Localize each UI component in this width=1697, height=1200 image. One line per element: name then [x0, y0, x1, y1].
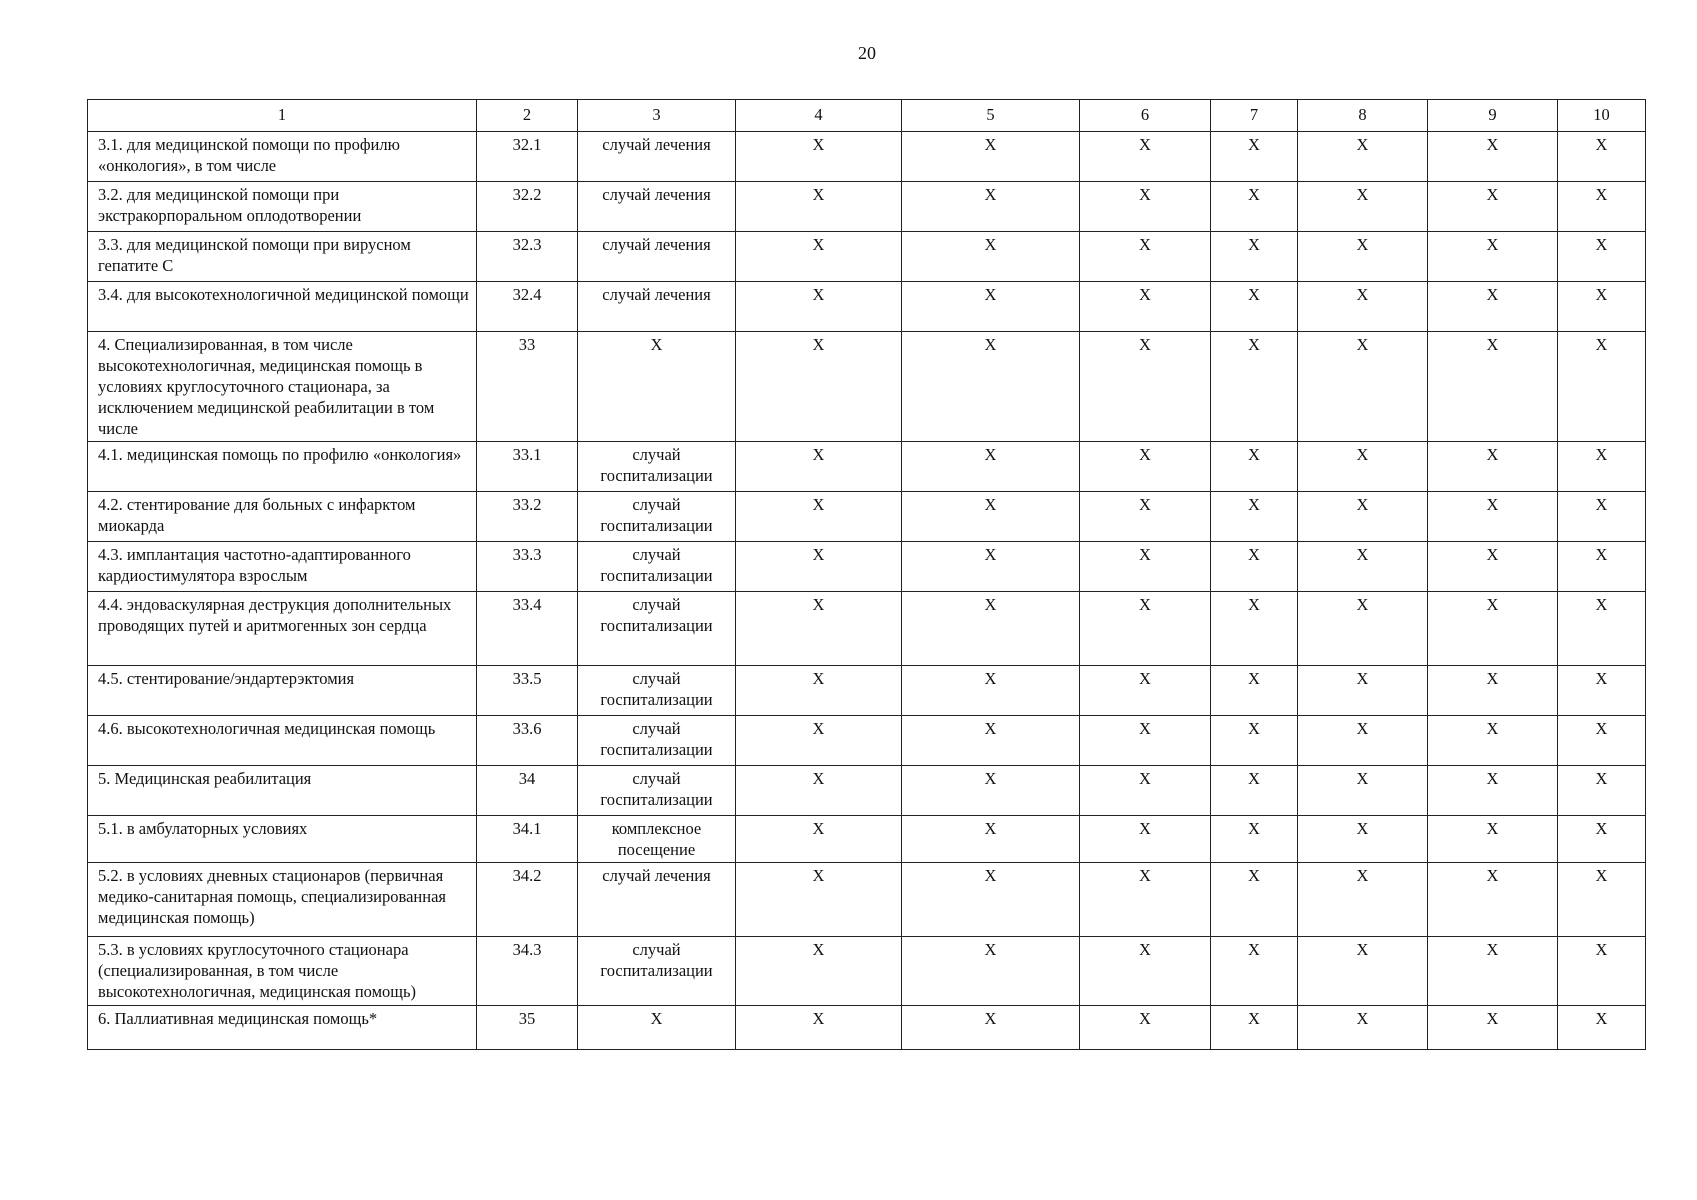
header-cell: 7 — [1211, 100, 1298, 132]
row-code-cell: 32.3 — [477, 232, 578, 282]
row-name-cell: 3.4. для высокотехнологичной медицинской помощи — [88, 282, 477, 332]
value-cell: X — [902, 332, 1080, 442]
value-cell: X — [736, 442, 902, 492]
table-row — [88, 716, 1646, 766]
value-cell: X — [1428, 592, 1558, 666]
value-cell: X — [1558, 132, 1646, 182]
value-cell: X — [1211, 716, 1298, 766]
value-cell: X — [902, 863, 1080, 937]
row-code-cell: 32.2 — [477, 182, 578, 232]
row-name-cell: 4.6. высокотехнологичная медицинская помощь — [88, 716, 477, 766]
value-cell: X — [1428, 937, 1558, 1006]
value-cell: X — [1428, 332, 1558, 442]
value-cell: X — [1428, 442, 1558, 492]
value-cell: X — [1211, 592, 1298, 666]
value-cell: X — [736, 716, 902, 766]
value-cell: X — [1558, 442, 1646, 492]
value-cell: X — [1211, 1006, 1298, 1050]
value-cell: X — [1211, 332, 1298, 442]
row-unit-cell: случай госпитализации — [578, 592, 736, 666]
value-cell: X — [1558, 182, 1646, 232]
value-cell: X — [902, 937, 1080, 1006]
value-cell: X — [1428, 282, 1558, 332]
row-unit-cell: случай госпитализации — [578, 766, 736, 816]
row-name-cell: 3.3. для медицинской помощи при вирусном гепатите С — [88, 232, 477, 282]
value-cell: X — [1298, 282, 1428, 332]
value-cell: X — [736, 592, 902, 666]
value-cell: X — [902, 232, 1080, 282]
value-cell: X — [1558, 232, 1646, 282]
value-cell: X — [902, 716, 1080, 766]
row-code-cell: 33.1 — [477, 442, 578, 492]
value-cell: X — [1211, 232, 1298, 282]
value-cell: X — [1211, 282, 1298, 332]
value-cell: X — [1558, 332, 1646, 442]
value-cell: X — [736, 816, 902, 863]
header-cell: 10 — [1558, 100, 1646, 132]
value-cell: X — [1428, 766, 1558, 816]
table-row — [88, 182, 1646, 232]
value-cell: X — [902, 542, 1080, 592]
value-cell: X — [1428, 132, 1558, 182]
value-cell: X — [1298, 592, 1428, 666]
value-cell: X — [902, 1006, 1080, 1050]
value-cell: X — [1080, 863, 1211, 937]
value-cell: X — [1428, 542, 1558, 592]
value-cell: X — [1080, 592, 1211, 666]
row-name-cell: 4.1. медицинская помощь по профилю «онкология» — [88, 442, 477, 492]
value-cell: X — [736, 332, 902, 442]
row-name-cell: 3.2. для медицинской помощи при экстракорпоральном оплодотворении — [88, 182, 477, 232]
row-name-cell: 5.1. в амбулаторных условиях — [88, 816, 477, 863]
value-cell: X — [1558, 716, 1646, 766]
value-cell: X — [1211, 182, 1298, 232]
value-cell: X — [1558, 1006, 1646, 1050]
table-row — [88, 492, 1646, 542]
header-cell: 2 — [477, 100, 578, 132]
value-cell: X — [736, 863, 902, 937]
row-code-cell: 32.4 — [477, 282, 578, 332]
value-cell: X — [902, 182, 1080, 232]
value-cell: X — [1428, 492, 1558, 542]
table-row — [88, 442, 1646, 492]
row-name-cell: 4.3. имплантация частотно-адаптированного кардиостимулятора взрослым — [88, 542, 477, 592]
row-name-cell: 4.5. стентирование/эндартерэктомия — [88, 666, 477, 716]
value-cell: X — [1428, 232, 1558, 282]
row-unit-cell: X — [578, 1006, 736, 1050]
row-name-cell: 5. Медицинская реабилитация — [88, 766, 477, 816]
value-cell: X — [1211, 442, 1298, 492]
table-row — [88, 542, 1646, 592]
value-cell: X — [736, 182, 902, 232]
header-row — [88, 100, 1646, 132]
row-code-cell: 33.5 — [477, 666, 578, 716]
table-row — [88, 132, 1646, 182]
value-cell: X — [1211, 666, 1298, 716]
value-cell: X — [1080, 937, 1211, 1006]
value-cell: X — [1080, 282, 1211, 332]
header-cell: 1 — [88, 100, 477, 132]
row-unit-cell: случай госпитализации — [578, 716, 736, 766]
header-cell: 5 — [902, 100, 1080, 132]
row-name-cell: 6. Паллиативная медицинская помощь* — [88, 1006, 477, 1050]
value-cell: X — [1211, 816, 1298, 863]
value-cell: X — [1080, 816, 1211, 863]
row-unit-cell: случай госпитализации — [578, 492, 736, 542]
value-cell: X — [736, 282, 902, 332]
row-name-cell: 4. Специализированная, в том числе высокотехнологичная, медицинская помощь в условиях круглосуточного стационара, за исключением медицинской реабилитации в том числе — [88, 332, 477, 442]
value-cell: X — [1080, 1006, 1211, 1050]
value-cell: X — [1428, 182, 1558, 232]
page-number: 20 — [858, 43, 876, 63]
value-cell: X — [736, 766, 902, 816]
header-cell: 6 — [1080, 100, 1211, 132]
value-cell: X — [1558, 542, 1646, 592]
value-cell: X — [736, 542, 902, 592]
value-cell: X — [1558, 666, 1646, 716]
value-cell: X — [1211, 937, 1298, 1006]
row-unit-cell: случай госпитализации — [578, 937, 736, 1006]
row-code-cell: 33.2 — [477, 492, 578, 542]
row-code-cell: 34.2 — [477, 863, 578, 937]
value-cell: X — [1080, 666, 1211, 716]
row-unit-cell: случай лечения — [578, 132, 736, 182]
value-cell: X — [1558, 816, 1646, 863]
value-cell: X — [1428, 1006, 1558, 1050]
value-cell: X — [1211, 766, 1298, 816]
value-cell: X — [1558, 492, 1646, 542]
value-cell: X — [1080, 182, 1211, 232]
value-cell: X — [1080, 716, 1211, 766]
row-code-cell: 35 — [477, 1006, 578, 1050]
table-row — [88, 816, 1646, 863]
table-row — [88, 232, 1646, 282]
row-unit-cell: случай лечения — [578, 182, 736, 232]
table-row — [88, 937, 1646, 1006]
row-unit-cell: случай госпитализации — [578, 666, 736, 716]
value-cell: X — [1298, 232, 1428, 282]
value-cell: X — [902, 442, 1080, 492]
row-code-cell: 33 — [477, 332, 578, 442]
value-cell: X — [1298, 937, 1428, 1006]
value-cell: X — [1080, 442, 1211, 492]
value-cell: X — [1298, 766, 1428, 816]
value-cell: X — [1428, 666, 1558, 716]
value-cell: X — [736, 132, 902, 182]
value-cell: X — [1558, 592, 1646, 666]
value-cell: X — [1298, 132, 1428, 182]
value-cell: X — [1211, 492, 1298, 542]
value-cell: X — [902, 132, 1080, 182]
value-cell: X — [1298, 442, 1428, 492]
table-row — [88, 766, 1646, 816]
table-row — [88, 666, 1646, 716]
value-cell: X — [1080, 132, 1211, 182]
value-cell: X — [902, 282, 1080, 332]
value-cell: X — [902, 592, 1080, 666]
value-cell: X — [1211, 863, 1298, 937]
value-cell: X — [1080, 766, 1211, 816]
value-cell: X — [1298, 716, 1428, 766]
row-code-cell: 32.1 — [477, 132, 578, 182]
row-code-cell: 34 — [477, 766, 578, 816]
header-cell: 9 — [1428, 100, 1558, 132]
value-cell: X — [1298, 1006, 1428, 1050]
row-code-cell: 34.3 — [477, 937, 578, 1006]
value-cell: X — [1080, 332, 1211, 442]
value-cell: X — [736, 1006, 902, 1050]
value-cell: X — [1298, 666, 1428, 716]
row-unit-cell: случай лечения — [578, 232, 736, 282]
value-cell: X — [1558, 863, 1646, 937]
value-cell: X — [902, 766, 1080, 816]
header-cell: 4 — [736, 100, 902, 132]
row-name-cell: 5.2. в условиях дневных стационаров (первичная медико-санитарная помощь, специализированная медицинская помощь) — [88, 863, 477, 937]
value-cell: X — [1080, 492, 1211, 542]
row-unit-cell: случай госпитализации — [578, 442, 736, 492]
value-cell: X — [1298, 816, 1428, 863]
row-name-cell: 4.4. эндоваскулярная деструкция дополнительных проводящих путей и аритмогенных зон сердца — [88, 592, 477, 666]
row-unit-cell: X — [578, 332, 736, 442]
value-cell: X — [1080, 232, 1211, 282]
value-cell: X — [902, 816, 1080, 863]
value-cell: X — [1298, 863, 1428, 937]
value-cell: X — [1428, 816, 1558, 863]
table-row — [88, 863, 1646, 937]
value-cell: X — [1558, 766, 1646, 816]
row-unit-cell: случай лечения — [578, 863, 736, 937]
row-unit-cell: случай госпитализации — [578, 542, 736, 592]
value-cell: X — [736, 232, 902, 282]
value-cell: X — [1298, 182, 1428, 232]
value-cell: X — [1080, 542, 1211, 592]
row-code-cell: 33.3 — [477, 542, 578, 592]
value-cell: X — [1211, 132, 1298, 182]
table-row — [88, 282, 1646, 332]
row-name-cell: 3.1. для медицинской помощи по профилю «онкология», в том числе — [88, 132, 477, 182]
table-row — [88, 1006, 1646, 1050]
row-code-cell: 33.6 — [477, 716, 578, 766]
value-cell: X — [736, 666, 902, 716]
table-row — [88, 592, 1646, 666]
data-table — [87, 99, 1646, 1050]
value-cell: X — [1428, 716, 1558, 766]
value-cell: X — [1298, 542, 1428, 592]
header-cell: 8 — [1298, 100, 1428, 132]
row-name-cell: 5.3. в условиях круглосуточного стационара (специализированная, в том числе высокотехнологичная, медицинская помощь) — [88, 937, 477, 1006]
value-cell: X — [902, 492, 1080, 542]
value-cell: X — [1298, 332, 1428, 442]
header-cell: 3 — [578, 100, 736, 132]
value-cell: X — [1211, 542, 1298, 592]
value-cell: X — [1558, 937, 1646, 1006]
row-unit-cell: случай лечения — [578, 282, 736, 332]
table-row — [88, 332, 1646, 442]
value-cell: X — [736, 937, 902, 1006]
value-cell: X — [1428, 863, 1558, 937]
value-cell: X — [736, 492, 902, 542]
value-cell: X — [1298, 492, 1428, 542]
row-name-cell: 4.2. стентирование для больных с инфарктом миокарда — [88, 492, 477, 542]
row-code-cell: 34.1 — [477, 816, 578, 863]
row-unit-cell: комплексное посещение — [578, 816, 736, 863]
value-cell: X — [1558, 282, 1646, 332]
value-cell: X — [902, 666, 1080, 716]
row-code-cell: 33.4 — [477, 592, 578, 666]
